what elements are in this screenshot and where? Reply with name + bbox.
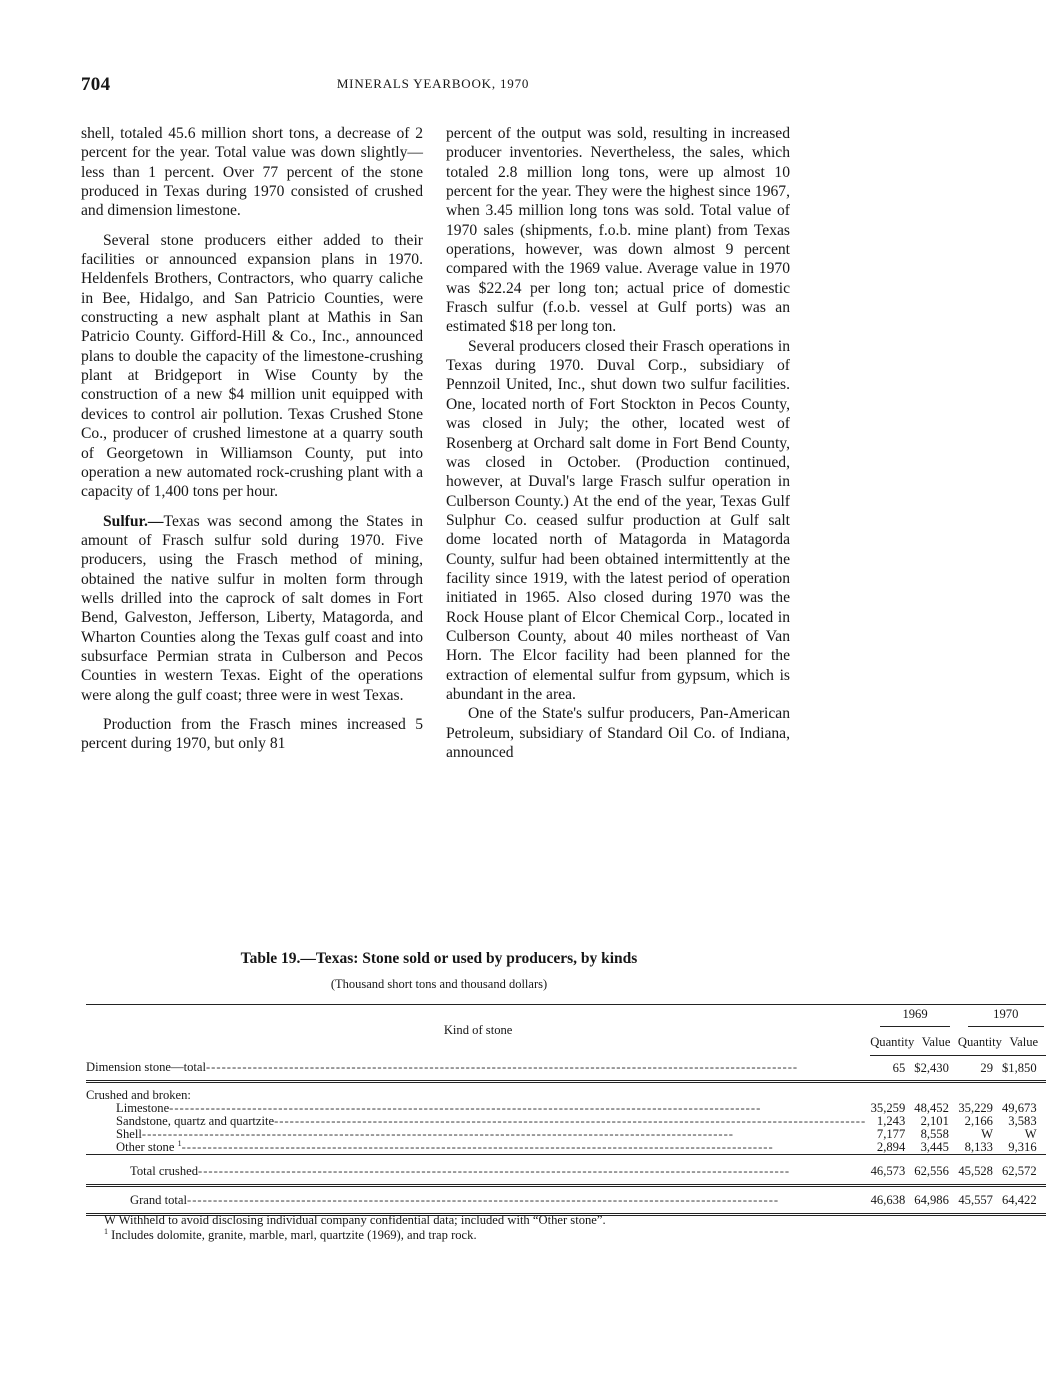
cell-quantity-1970: 45,557 xyxy=(958,1189,1002,1215)
row-label: Limestone xyxy=(116,1101,170,1115)
cell-value-1970: W xyxy=(1024,1127,1037,1141)
cell-value-1970: 62,572 xyxy=(1001,1163,1037,1178)
table-row xyxy=(86,1141,1046,1155)
running-title: MINERALS YEARBOOK, 1970 xyxy=(336,76,530,91)
cell-quantity-1969: 1,243 xyxy=(876,1114,906,1128)
paragraph: Several producers closed their Frasch operations in Texas during 1970. Duval Corp., subsidiary of Pennzoil United, Inc., shut down two sulfur facilities. One, located north of Fort Stockton in Pecos County, was closed in July; the other, located west of Rosenberg at Orchard salt dome in Fort Bend County, was closed in October. (Production continued, however, at Duval's large Frasch sulfur operation in Culberson County.) At the end of the year, Texas Gulf Sulphur Co. ceased sulfur production at Gulf salt dome located north of Matagorda in Matagorda County, sulfur had been obtained intermittently at the facility since 1919, with the latest period of operation initiated in 1965. Also closed during 1970 was the Rock House plant of Elcor Chemical Corp., located in Culberson County, about 40 miles northeast of Van Horn. The Elcor facility had been planned for the extraction of elemental sulfur from gypsum, which is abundant in the area. xyxy=(446,337,790,703)
paragraph: Production from the Frasch mines increased 5 percent during 1970, but only 81 xyxy=(81,715,423,753)
cell-value-1969: 64,986 xyxy=(914,1189,958,1215)
header-quantity-1969: Quantity xyxy=(870,1029,914,1056)
cell-value-1970: 3,583 xyxy=(1008,1114,1037,1128)
row-label: Grand total xyxy=(130,1193,188,1208)
stone-table xyxy=(86,1004,1039,1216)
cell-quantity-1970: 29 xyxy=(980,1060,993,1075)
cell-value-1969: 48,452 xyxy=(914,1101,949,1115)
table-row-grand-total xyxy=(86,1189,1046,1215)
left-column xyxy=(81,124,423,764)
table-row-total-crushed xyxy=(86,1159,1046,1185)
cell-value-1969: $2,430 xyxy=(914,1060,949,1075)
paragraph-text: Texas was second among the States in amount of Frasch sulfur sold during 1970. Five producers, using the Frasch method of mining, obtained the native sulfur in molten form through wells drilled into the caprock of salt domes in Fort Bend, Galveston, Jefferson, Liberty, Matagorda, and Wharton Counties along the Texas gulf coast and into subsurface Permian strata in Culberson and Pecos Counties in western Texas. Eight of the operations were along the gulf coast; three were in west Texas. xyxy=(81,512,423,704)
header-year-1969 xyxy=(870,1005,958,1030)
cell-value-1969: 2,101 xyxy=(920,1114,949,1128)
header-value-1969: Value xyxy=(914,1029,958,1056)
cell-quantity-1970: 8,133 xyxy=(964,1140,993,1154)
header-year-1970 xyxy=(958,1005,1046,1030)
row-label: Sandstone, quartz and quartzite xyxy=(116,1114,275,1128)
footnote-mark: 1 xyxy=(104,1226,108,1236)
cell-quantity-1970: W xyxy=(981,1127,993,1141)
row-label: Other stone $^1$ xyxy=(116,1138,182,1154)
row-label: Shell xyxy=(116,1127,142,1141)
cell-quantity-1969: 35,259 xyxy=(870,1101,906,1115)
header-quantity-1970: Quantity xyxy=(958,1029,1002,1056)
right-column xyxy=(446,124,790,762)
row-label: Total crushed xyxy=(130,1163,199,1178)
row-label: Crushed and broken: xyxy=(86,1088,191,1102)
cell-value-1970: 64,422 xyxy=(1002,1189,1046,1215)
cell-quantity-1969: 46,638 xyxy=(870,1189,914,1215)
cell-value-1969: 8,558 xyxy=(920,1127,949,1141)
cell-quantity-1969: 46,573 xyxy=(870,1163,906,1178)
footnote-w: W Withheld to avoid disclosing individual company confidential data; included with “Other stone”. xyxy=(104,1213,606,1227)
paragraph: Several stone producers either added to their facilities or announced expansion plans in 1970. Heldenfels Brothers, Contractors, who quarry caliche in Bee, Hidalgo, and San Patricio Counties, were constructing a new asphalt plant at Mathis in San Patricio County. Gifford-Hill & Co., Inc., announced plans to double the capacity of the limestone-crushing plant at Bridgeport in Wise County by the construction of a new $4 million unit equipped with devices to control air pollution. Texas Crushed Stone Co., producer of crushed limestone at a quarry south of Georgetown in Williamson County, put into operation a new automated rock-crushing plant with a capacity of 1,400 tons per hour. xyxy=(81,231,423,501)
header-kind-of-stone: Kind of stone xyxy=(443,1022,513,1037)
cell-quantity-1969: 2,894 xyxy=(876,1140,906,1154)
cell-value-1970: 49,673 xyxy=(1001,1101,1037,1115)
page-number: 704 xyxy=(81,74,111,95)
run-in-heading: Sulfur.— xyxy=(103,512,164,530)
cell-quantity-1969: 7,177 xyxy=(876,1127,906,1141)
table-title: Table 19.—Texas: Stone sold or used by producers, by kinds xyxy=(240,950,638,967)
cell-value-1969: 3,445 xyxy=(920,1140,949,1154)
paragraph: percent of the output was sold, resulting in increased producer inventories. Nevertheless, the sales, which totaled 2.8 million long tons, were up almost 10 percent for the year. They were the highest since 1967, when 3.45 million long tons was sold. Total value of 1970 sales (shipments, f.o.b. mine plant) from Texas operations, however, was down almost 9 percent compared with the 1969 value. Average value in 1970 was $22.24 per long ton; actual price of domestic Frasch sulfur (f.o.b. vessel at Gulf ports) was an estimated $18 per long ton. xyxy=(446,125,790,336)
cell-quantity-1970: 45,528 xyxy=(958,1163,993,1178)
year-label: 1969 xyxy=(880,1008,950,1027)
paragraph: One of the State's sulfur producers, Pan-American Petroleum, subsidiary of Standard Oil Co. of Indiana, announced xyxy=(446,705,790,761)
footnote-1: $^1$ Includes dolomite, granite, marble, marl, quartzite (1969), and trap rock. xyxy=(104,1226,477,1242)
cell-value-1969: 62,556 xyxy=(914,1163,949,1178)
year-label: 1970 xyxy=(968,1008,1044,1027)
cell-quantity-1970: 2,166 xyxy=(964,1114,993,1128)
paragraph-sulfur xyxy=(81,512,423,705)
footnote-mark: 1 xyxy=(177,1138,182,1148)
cell-value-1970: 9,316 xyxy=(1008,1140,1037,1154)
table-footnotes xyxy=(104,1213,606,1242)
table-subtitle: (Thousand short tons and thousand dollars) xyxy=(330,977,548,991)
paragraph: shell, totaled 45.6 million short tons, a decrease of 2 percent for the year. Total value was down slightly—less than 1 percent. Over 77 percent of the stone produced in Texas during 1970 consisted of crushed and dimension limestone. xyxy=(81,125,423,220)
cell-value-1970: $1,850 xyxy=(1001,1060,1037,1075)
row-label: Dimension stone—total xyxy=(86,1060,206,1075)
cell-quantity-1970: 35,229 xyxy=(958,1101,993,1115)
cell-quantity-1969: 65 xyxy=(892,1060,906,1075)
header-value-1970: Value xyxy=(1002,1029,1046,1056)
table-row-dimension xyxy=(86,1056,1046,1082)
